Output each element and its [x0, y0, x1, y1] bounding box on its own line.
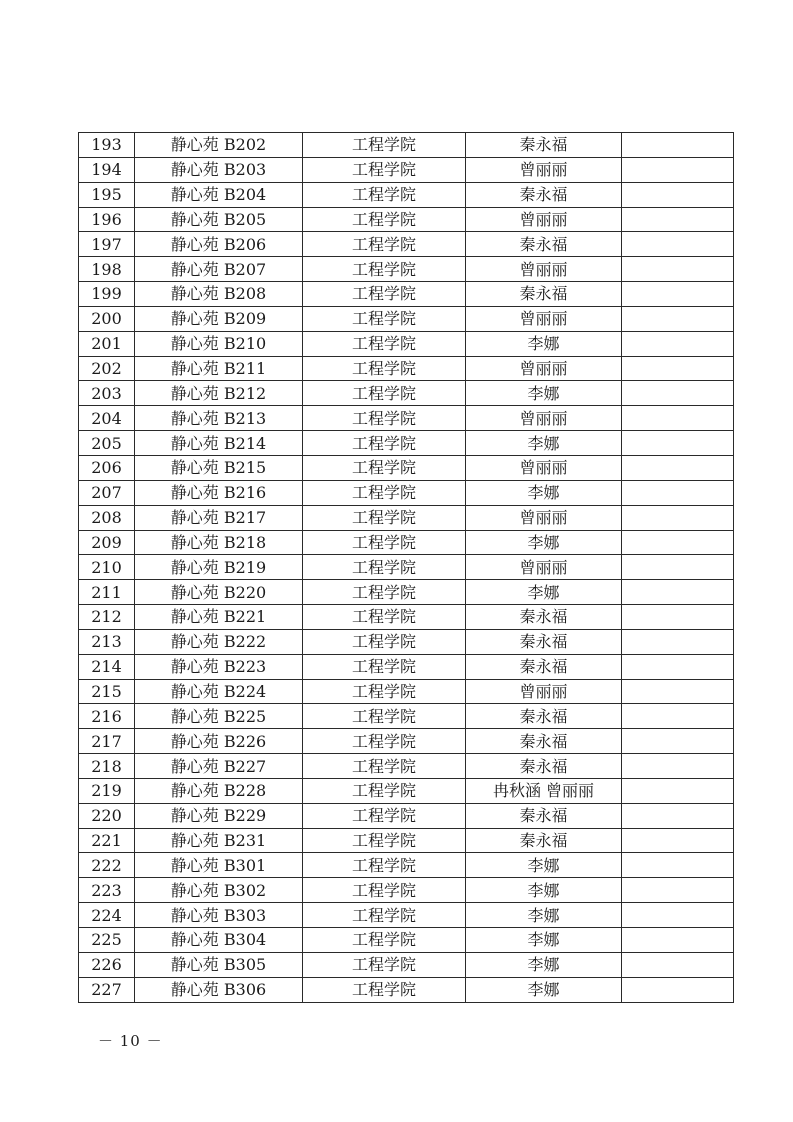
room-assignment-table — [78, 132, 734, 1003]
college-cell: 工程学院 — [303, 455, 466, 480]
table-body — [79, 133, 734, 1003]
table-row — [79, 605, 734, 630]
person-cell: 秦永福 — [466, 182, 622, 207]
college-cell: 工程学院 — [303, 903, 466, 928]
person-cell: 曾丽丽 — [466, 406, 622, 431]
note-cell — [622, 282, 734, 307]
college-cell: 工程学院 — [303, 331, 466, 356]
person-cell: 曾丽丽 — [466, 505, 622, 530]
table-row — [79, 182, 734, 207]
room-cell: 静心苑 B303 — [135, 903, 303, 928]
row-number-cell: 197 — [79, 232, 135, 257]
college-cell: 工程学院 — [303, 853, 466, 878]
note-cell — [622, 133, 734, 158]
room-cell: 静心苑 B213 — [135, 406, 303, 431]
row-number-cell: 201 — [79, 331, 135, 356]
person-cell: 李娜 — [466, 928, 622, 953]
note-cell — [622, 207, 734, 232]
person-cell: 秦永福 — [466, 704, 622, 729]
person-cell: 李娜 — [466, 480, 622, 505]
table-row — [79, 257, 734, 282]
row-number-cell: 195 — [79, 182, 135, 207]
row-number-cell: 199 — [79, 282, 135, 307]
table-row — [79, 878, 734, 903]
college-cell: 工程学院 — [303, 679, 466, 704]
person-cell: 曾丽丽 — [466, 356, 622, 381]
table-row — [79, 928, 734, 953]
row-number-cell: 207 — [79, 480, 135, 505]
college-cell: 工程学院 — [303, 207, 466, 232]
row-number-cell: 220 — [79, 803, 135, 828]
room-cell: 静心苑 B306 — [135, 977, 303, 1002]
table-row — [79, 629, 734, 654]
row-number-cell: 217 — [79, 729, 135, 754]
note-cell — [622, 679, 734, 704]
table-row — [79, 431, 734, 456]
row-number-cell: 224 — [79, 903, 135, 928]
note-cell — [622, 406, 734, 431]
room-cell: 静心苑 B305 — [135, 952, 303, 977]
room-cell: 静心苑 B211 — [135, 356, 303, 381]
room-cell: 静心苑 B304 — [135, 928, 303, 953]
table-row — [79, 207, 734, 232]
row-number-cell: 223 — [79, 878, 135, 903]
table-row — [79, 530, 734, 555]
note-cell — [622, 431, 734, 456]
row-number-cell: 219 — [79, 778, 135, 803]
table-row — [79, 157, 734, 182]
person-cell: 李娜 — [466, 431, 622, 456]
person-cell: 秦永福 — [466, 629, 622, 654]
table-row — [79, 455, 734, 480]
college-cell: 工程学院 — [303, 754, 466, 779]
room-cell: 静心苑 B225 — [135, 704, 303, 729]
person-cell: 秦永福 — [466, 605, 622, 630]
table-row — [79, 555, 734, 580]
person-cell: 李娜 — [466, 903, 622, 928]
table-row — [79, 729, 734, 754]
note-cell — [622, 928, 734, 953]
note-cell — [622, 878, 734, 903]
person-cell: 秦永福 — [466, 232, 622, 257]
note-cell — [622, 182, 734, 207]
note-cell — [622, 754, 734, 779]
row-number-cell: 193 — [79, 133, 135, 158]
college-cell: 工程学院 — [303, 157, 466, 182]
row-number-cell: 208 — [79, 505, 135, 530]
note-cell — [622, 977, 734, 1002]
note-cell — [622, 356, 734, 381]
room-cell: 静心苑 B208 — [135, 282, 303, 307]
college-cell: 工程学院 — [303, 977, 466, 1002]
note-cell — [622, 952, 734, 977]
college-cell: 工程学院 — [303, 480, 466, 505]
row-number-cell: 204 — [79, 406, 135, 431]
table-row — [79, 306, 734, 331]
room-cell: 静心苑 B219 — [135, 555, 303, 580]
table-row — [79, 778, 734, 803]
note-cell — [622, 629, 734, 654]
note-cell — [622, 505, 734, 530]
college-cell: 工程学院 — [303, 704, 466, 729]
row-number-cell: 218 — [79, 754, 135, 779]
college-cell: 工程学院 — [303, 952, 466, 977]
row-number-cell: 221 — [79, 828, 135, 853]
note-cell — [622, 306, 734, 331]
room-cell: 静心苑 B223 — [135, 654, 303, 679]
note-cell — [622, 530, 734, 555]
room-cell: 静心苑 B220 — [135, 580, 303, 605]
person-cell: 李娜 — [466, 853, 622, 878]
table-row — [79, 580, 734, 605]
person-cell: 秦永福 — [466, 828, 622, 853]
table-row — [79, 654, 734, 679]
page-number: － 10 － — [98, 1032, 163, 1050]
room-cell: 静心苑 B217 — [135, 505, 303, 530]
note-cell — [622, 257, 734, 282]
person-cell: 李娜 — [466, 331, 622, 356]
college-cell: 工程学院 — [303, 530, 466, 555]
college-cell: 工程学院 — [303, 182, 466, 207]
college-cell: 工程学院 — [303, 828, 466, 853]
table-row — [79, 406, 734, 431]
person-cell: 李娜 — [466, 878, 622, 903]
room-cell: 静心苑 B205 — [135, 207, 303, 232]
table-row — [79, 754, 734, 779]
person-cell: 曾丽丽 — [466, 207, 622, 232]
college-cell: 工程学院 — [303, 431, 466, 456]
note-cell — [622, 903, 734, 928]
table-row — [79, 803, 734, 828]
room-cell: 静心苑 B210 — [135, 331, 303, 356]
college-cell: 工程学院 — [303, 729, 466, 754]
room-cell: 静心苑 B218 — [135, 530, 303, 555]
row-number-cell: 225 — [79, 928, 135, 953]
row-number-cell: 212 — [79, 605, 135, 630]
college-cell: 工程学院 — [303, 778, 466, 803]
person-cell: 李娜 — [466, 381, 622, 406]
room-cell: 静心苑 B301 — [135, 853, 303, 878]
row-number-cell: 210 — [79, 555, 135, 580]
row-number-cell: 213 — [79, 629, 135, 654]
table-row — [79, 679, 734, 704]
table-row — [79, 704, 734, 729]
person-cell: 曾丽丽 — [466, 306, 622, 331]
row-number-cell: 214 — [79, 654, 135, 679]
row-number-cell: 203 — [79, 381, 135, 406]
row-number-cell: 198 — [79, 257, 135, 282]
note-cell — [622, 828, 734, 853]
college-cell: 工程学院 — [303, 555, 466, 580]
room-cell: 静心苑 B207 — [135, 257, 303, 282]
person-cell: 秦永福 — [466, 803, 622, 828]
room-cell: 静心苑 B229 — [135, 803, 303, 828]
row-number-cell: 209 — [79, 530, 135, 555]
room-cell: 静心苑 B231 — [135, 828, 303, 853]
room-cell: 静心苑 B215 — [135, 455, 303, 480]
person-cell: 秦永福 — [466, 654, 622, 679]
person-cell: 李娜 — [466, 952, 622, 977]
row-number-cell: 227 — [79, 977, 135, 1002]
room-cell: 静心苑 B204 — [135, 182, 303, 207]
college-cell: 工程学院 — [303, 629, 466, 654]
table-row — [79, 133, 734, 158]
person-cell: 曾丽丽 — [466, 157, 622, 182]
person-cell: 曾丽丽 — [466, 555, 622, 580]
table-row — [79, 480, 734, 505]
room-cell: 静心苑 B202 — [135, 133, 303, 158]
college-cell: 工程学院 — [303, 605, 466, 630]
college-cell: 工程学院 — [303, 282, 466, 307]
college-cell: 工程学院 — [303, 654, 466, 679]
note-cell — [622, 381, 734, 406]
row-number-cell: 206 — [79, 455, 135, 480]
note-cell — [622, 778, 734, 803]
table-row — [79, 952, 734, 977]
note-cell — [622, 729, 734, 754]
college-cell: 工程学院 — [303, 257, 466, 282]
person-cell: 曾丽丽 — [466, 257, 622, 282]
room-cell: 静心苑 B221 — [135, 605, 303, 630]
table-row — [79, 505, 734, 530]
table-row — [79, 853, 734, 878]
person-cell: 冉秋涵 曾丽丽 — [466, 778, 622, 803]
note-cell — [622, 232, 734, 257]
room-cell: 静心苑 B302 — [135, 878, 303, 903]
note-cell — [622, 331, 734, 356]
room-cell: 静心苑 B216 — [135, 480, 303, 505]
college-cell: 工程学院 — [303, 803, 466, 828]
row-number-cell: 194 — [79, 157, 135, 182]
note-cell — [622, 654, 734, 679]
row-number-cell: 202 — [79, 356, 135, 381]
person-cell: 秦永福 — [466, 729, 622, 754]
row-number-cell: 200 — [79, 306, 135, 331]
college-cell: 工程学院 — [303, 928, 466, 953]
room-cell: 静心苑 B226 — [135, 729, 303, 754]
row-number-cell: 222 — [79, 853, 135, 878]
person-cell: 秦永福 — [466, 282, 622, 307]
room-cell: 静心苑 B209 — [135, 306, 303, 331]
table-row — [79, 977, 734, 1002]
note-cell — [622, 853, 734, 878]
table-row — [79, 232, 734, 257]
person-cell: 李娜 — [466, 977, 622, 1002]
table-row — [79, 282, 734, 307]
note-cell — [622, 157, 734, 182]
note-cell — [622, 455, 734, 480]
row-number-cell: 215 — [79, 679, 135, 704]
note-cell — [622, 555, 734, 580]
room-cell: 静心苑 B206 — [135, 232, 303, 257]
room-cell: 静心苑 B224 — [135, 679, 303, 704]
college-cell: 工程学院 — [303, 356, 466, 381]
college-cell: 工程学院 — [303, 406, 466, 431]
note-cell — [622, 580, 734, 605]
table-row — [79, 828, 734, 853]
person-cell: 李娜 — [466, 580, 622, 605]
college-cell: 工程学院 — [303, 580, 466, 605]
college-cell: 工程学院 — [303, 505, 466, 530]
table-row — [79, 356, 734, 381]
row-number-cell: 211 — [79, 580, 135, 605]
room-cell: 静心苑 B228 — [135, 778, 303, 803]
person-cell: 秦永福 — [466, 754, 622, 779]
person-cell: 曾丽丽 — [466, 679, 622, 704]
person-cell: 秦永福 — [466, 133, 622, 158]
college-cell: 工程学院 — [303, 381, 466, 406]
row-number-cell: 216 — [79, 704, 135, 729]
note-cell — [622, 480, 734, 505]
college-cell: 工程学院 — [303, 133, 466, 158]
college-cell: 工程学院 — [303, 306, 466, 331]
college-cell: 工程学院 — [303, 878, 466, 903]
person-cell: 曾丽丽 — [466, 455, 622, 480]
college-cell: 工程学院 — [303, 232, 466, 257]
row-number-cell: 196 — [79, 207, 135, 232]
table-row — [79, 381, 734, 406]
table-row — [79, 903, 734, 928]
note-cell — [622, 605, 734, 630]
row-number-cell: 205 — [79, 431, 135, 456]
row-number-cell: 226 — [79, 952, 135, 977]
note-cell — [622, 803, 734, 828]
room-cell: 静心苑 B203 — [135, 157, 303, 182]
room-cell: 静心苑 B222 — [135, 629, 303, 654]
table-row — [79, 331, 734, 356]
room-cell: 静心苑 B212 — [135, 381, 303, 406]
room-cell: 静心苑 B227 — [135, 754, 303, 779]
room-cell: 静心苑 B214 — [135, 431, 303, 456]
note-cell — [622, 704, 734, 729]
person-cell: 李娜 — [466, 530, 622, 555]
